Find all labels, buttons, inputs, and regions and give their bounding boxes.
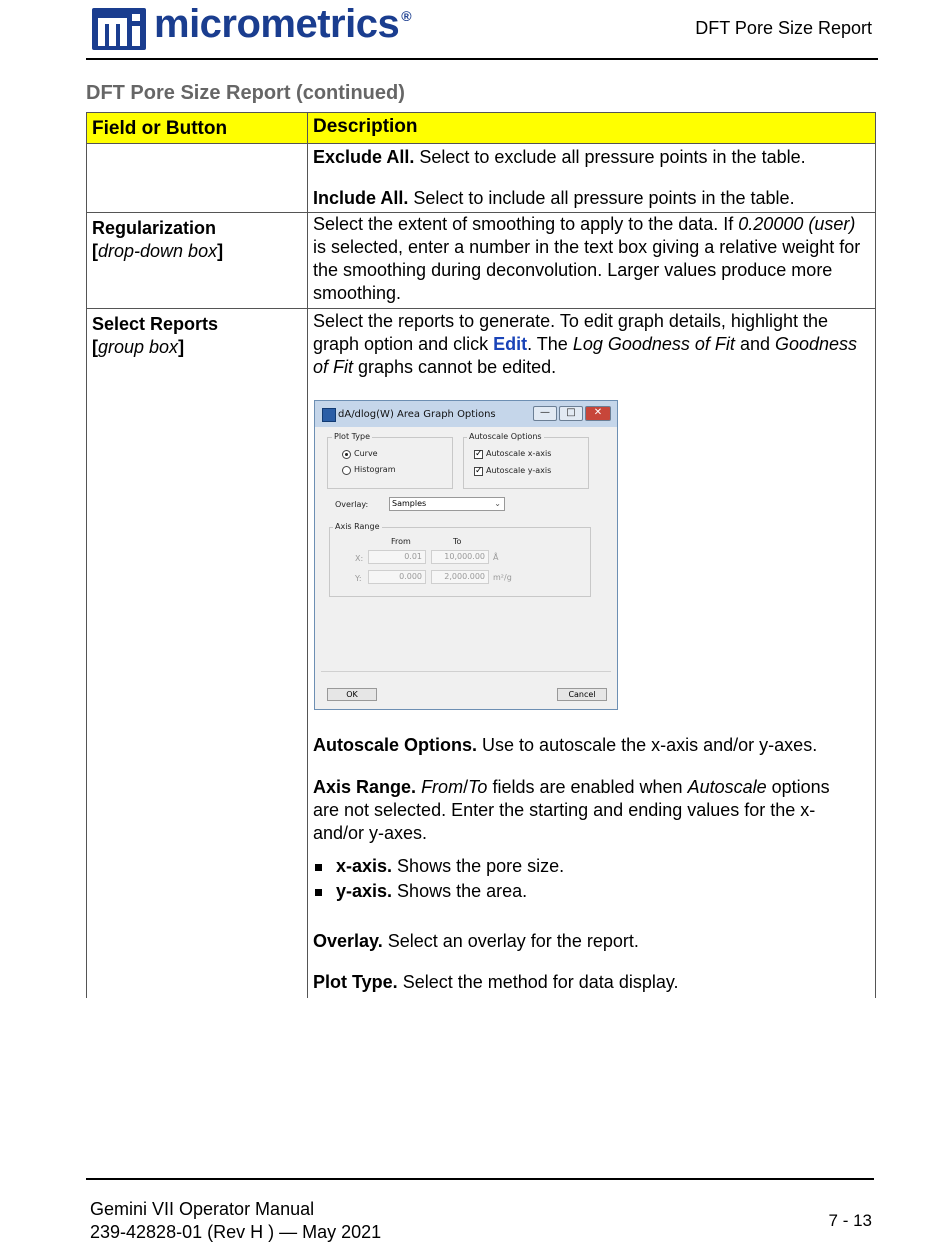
autoscale-y-label: Autoscale y-axis [486,466,552,475]
column-header-field: Field or Button [92,118,228,139]
minimize-icon[interactable]: — [533,406,557,421]
to-label: To [453,537,462,546]
header-divider [86,58,878,60]
overlay-dropdown[interactable]: Samples ⌄ [389,497,505,511]
autoscale-group [463,437,589,489]
row-include-all: Include All. Select to include all pressure points in the table. [313,188,795,208]
curve-radio[interactable] [342,450,351,459]
autoscale-x-label: Autoscale x-axis [486,449,552,458]
dialog-button-bar [321,671,611,672]
autoscale-x-checkbox[interactable]: ✓ [475,449,483,459]
micromeritics-logo [92,2,432,52]
autoscale-y-checkbox[interactable]: ✓ [475,466,483,476]
close-icon[interactable]: ✕ [585,406,611,421]
column-header-description: Description [313,116,418,137]
x-from-field[interactable]: 0.01 [368,550,426,564]
chevron-down-icon: ⌄ [494,499,501,508]
maximize-icon[interactable]: □ [559,406,583,421]
footer-divider [86,1178,874,1180]
logo-mark-icon [92,8,146,50]
bullet-icon [315,864,322,871]
autoscale-options-description: Autoscale Options. Use to autoscale the x-axis and/or y-axes. [313,735,818,755]
area-graph-options-dialog [314,400,618,710]
dialog-title: dA/dlog(W) Area Graph Options [338,409,496,420]
axis-range-label: Axis Range [335,522,380,531]
histogram-label: Histogram [354,465,396,474]
plot-type-label: Plot Type [334,432,370,441]
x-to-field[interactable]: 10,000.00 [431,550,489,564]
y-from-field[interactable]: 0.000 [368,570,426,584]
axis-range-description: Axis Range. From/To fields are enabled when Autoscale options are not selected. Enter the starting and ending values for the x- and/or y-axes. [313,777,830,843]
logo-wordmark: micrometrics ® [154,2,412,46]
bullet-y-axis: y-axis. Shows the area. [336,881,528,901]
field-regularization: Regularization [drop-down box] [92,218,224,261]
overlay-label: Overlay: [335,500,369,509]
bullet-x-axis: x-axis. Shows the pore size. [336,856,565,876]
ok-button[interactable]: OK [327,688,377,701]
field-select-reports: Select Reports [group box] [92,314,219,357]
section-title: DFT Pore Size Report (continued) [86,82,405,104]
dialog-title-bar [315,401,617,427]
x-unit: Å [493,553,499,562]
cancel-button[interactable]: Cancel [557,688,607,701]
page-number: 7 - 13 [828,1211,872,1230]
from-label: From [391,537,411,546]
overlay-description: Overlay. Select an overlay for the report. [313,931,639,951]
plot-type-description: Plot Type. Select the method for data display. [313,972,679,992]
header-title: DFT Pore Size Report [695,18,872,38]
description-regularization: Select the extent of smoothing to apply to the data. If 0.20000 (user) is selected, enter a number in the text box giving a relative weight for the smoothing during deconvolution. Larger values produce more smoothing. [313,214,861,303]
autoscale-label: Autoscale Options [469,432,542,441]
footer-part-number: 239-42828-01 (Rev H ) — May 2021 [90,1222,382,1242]
edit-link[interactable]: Edit [493,334,528,354]
app-icon [322,408,336,422]
bullet-icon [315,889,322,896]
plot-type-group [327,437,453,489]
y-label: Y: [355,574,362,583]
row-exclude-all: Exclude All. Select to exclude all pressure points in the table. [313,147,806,167]
y-unit: m²/g [493,573,512,582]
histogram-radio[interactable] [342,466,351,475]
footer-manual-title: Gemini VII Operator Manual [90,1199,315,1219]
description-select-reports: Select the reports to generate. To edit graph details, highlight the graph option and click Edit. The Log Goodness of Fit and Goodness of Fit graphs cannot be edited. [313,311,858,377]
y-to-field[interactable]: 2,000.000 [431,570,489,584]
curve-label: Curve [354,449,378,458]
x-label: X: [355,554,364,563]
